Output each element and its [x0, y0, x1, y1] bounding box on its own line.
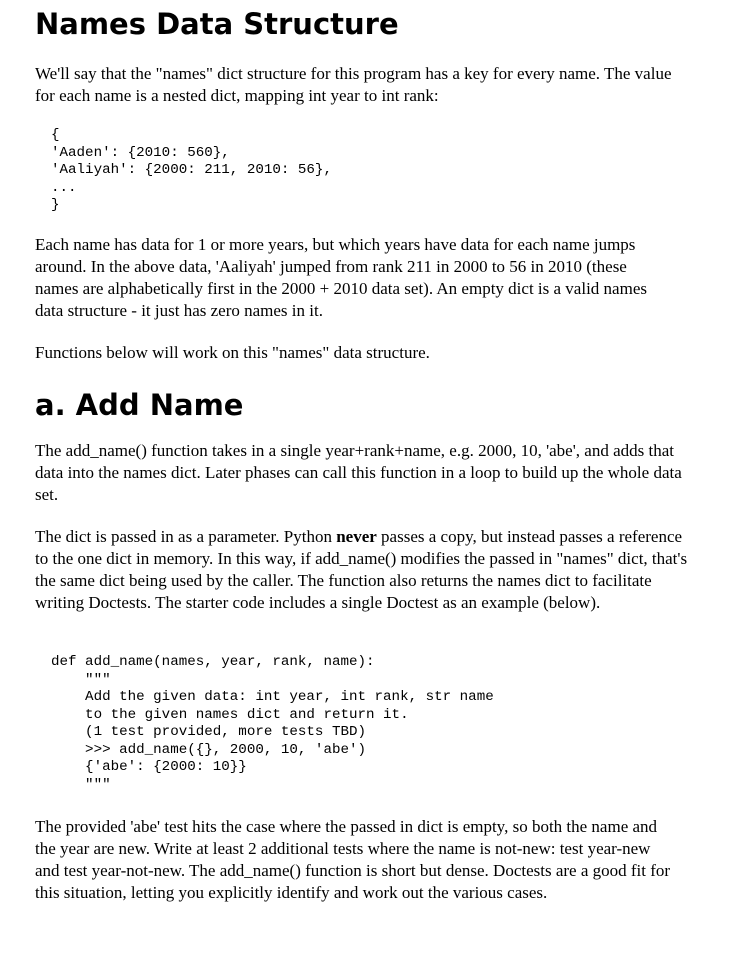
names-data-explanation-paragraph: Each name has data for 1 or more years, but which years have data for each name jumps around. In the above data, 'Aaliyah' jumped from rank 211 in 2000 to 56 in 2010 (these names are alphabetically first in the 2000 + 2010 data set). An empty dict is a valid names data structure - it just has zero names in it. — [35, 235, 647, 320]
names-data-structure-heading: Names Data Structure — [35, 7, 399, 41]
code-line: to the given names dict and return it. — [51, 706, 409, 723]
names-dict-example-code — [51, 127, 332, 215]
add-name-function-code — [51, 654, 494, 794]
code-line: """ — [51, 776, 111, 793]
paragraph-text: passes a copy, but instead passes a reference to the one dict in memory. In this way, if add_name() modifies the passed in "names" dict, that's the same dict being used by the caller. The function also returns the names dict to facilitate writing Doctests. The starter code includes a single Doctest as an example (below). — [35, 527, 688, 612]
code-line: } — [51, 197, 60, 213]
code-line: """ — [51, 671, 111, 688]
emphasis-never: never — [336, 527, 377, 546]
code-line: Add the given data: int year, int rank, str name — [51, 689, 494, 705]
names-dict-intro-paragraph: We'll say that the "names" dict structure for this program has a key for every name. The value for each name is a nested dict, mapping int year to int rank: — [35, 64, 672, 105]
add-name-intro-paragraph: The add_name() function takes in a single year+rank+name, e.g. 2000, 10, 'abe', and adds that data into the names dict. Later phases can call this function in a loop to build up the whole data set. — [35, 441, 682, 504]
code-line: ... — [51, 179, 77, 196]
code-line: 'Aaliyah': {2000: 211, 2010: 56}, — [51, 162, 332, 178]
code-line: {'abe': {2000: 10}} — [51, 759, 247, 775]
code-line: 'Aaden': {2010: 560}, — [51, 144, 230, 161]
code-line: (1 test provided, more tests TBD) — [51, 724, 367, 740]
doctest-guidance-paragraph: The provided 'abe' test hits the case where the passed in dict is empty, so both the name and the year are new. Write at least 2 additional tests where the name is not-new: test year-new and test year-not-new. The add_name() function is short but dense. Doctests are a good fit for this situation, letting you explicitly identify and work out the various cases. — [35, 817, 671, 902]
code-line: def add_name(names, year, rank, name): — [51, 654, 375, 670]
code-line: { — [51, 127, 60, 143]
code-line: >>> add_name({}, 2000, 10, 'abe') — [51, 741, 367, 758]
paragraph-text: The dict is passed in as a parameter. Python — [35, 527, 337, 546]
add-name-heading: a. Add Name — [35, 388, 244, 422]
dict-reference-paragraph — [35, 526, 695, 614]
functions-note-paragraph: Functions below will work on this "names" data structure. — [35, 343, 430, 362]
